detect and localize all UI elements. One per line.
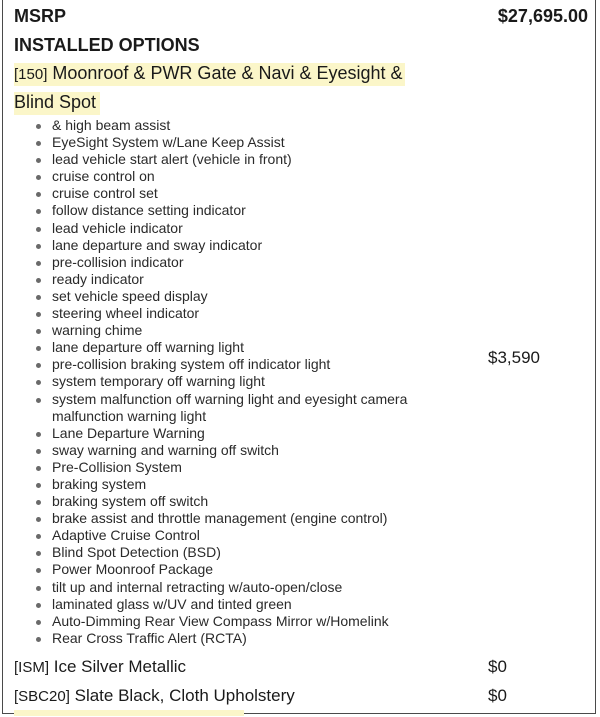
feature-item: Rear Cross Traffic Alert (RCTA) xyxy=(30,630,407,647)
option-name: Slate Black, Cloth Upholstery xyxy=(74,686,295,705)
package-code: [150] xyxy=(14,66,48,83)
option-price: $0 xyxy=(488,657,507,676)
feature-item: lead vehicle indicator xyxy=(30,220,407,237)
feature-item: Blind Spot Detection (BSD) xyxy=(30,544,407,561)
feature-item: ready indicator xyxy=(30,271,407,288)
feature-item: cruise control on xyxy=(30,168,407,185)
option-name: Ice Silver Metallic xyxy=(53,657,187,676)
feature-item: sway warning and warning off switch xyxy=(30,442,407,459)
option-row-exterior xyxy=(14,657,186,677)
package-title-continued xyxy=(14,92,100,115)
feature-item: Auto-Dimming Rear View Compass Mirror w/Homelink xyxy=(30,613,407,630)
feature-item: lane departure and sway indicator xyxy=(30,237,407,254)
package-title-line2: Blind Spot xyxy=(14,92,97,112)
installed-options-heading: INSTALLED OPTIONS xyxy=(14,35,200,55)
feature-item: Lane Departure Warning xyxy=(30,425,407,442)
option-code: [ISM] xyxy=(14,659,50,676)
option-price: $0 xyxy=(488,686,507,705)
feature-item: braking system xyxy=(30,476,407,493)
feature-item: cruise control set xyxy=(30,185,407,202)
msrp-price: $27,695.00 xyxy=(497,6,588,26)
cropped-highlight xyxy=(14,710,244,716)
option-row-interior xyxy=(14,686,295,706)
feature-item: lane departure off warning light xyxy=(30,339,407,356)
feature-item: braking system off switch xyxy=(30,493,407,510)
feature-item: follow distance setting indicator xyxy=(30,202,407,219)
package-price: $3,590 xyxy=(488,348,540,367)
feature-item: system temporary off warning light xyxy=(30,373,407,390)
package-feature-list xyxy=(30,117,407,647)
feature-item: pre-collision braking system off indicator light xyxy=(30,356,407,373)
feature-item: laminated glass w/UV and tinted green xyxy=(30,596,407,613)
feature-item: system malfunction off warning light and eyesight camera xyxy=(30,391,407,408)
feature-item: lead vehicle start alert (vehicle in front) xyxy=(30,151,407,168)
feature-item: warning chime xyxy=(30,322,407,339)
option-code: [SBC20] xyxy=(14,688,70,705)
feature-item: Power Moonroof Package xyxy=(30,561,407,578)
feature-item: Adaptive Cruise Control xyxy=(30,527,407,544)
feature-item: Pre-Collision System xyxy=(30,459,407,476)
feature-item: set vehicle speed display xyxy=(30,288,407,305)
feature-item: EyeSight System w/Lane Keep Assist xyxy=(30,134,407,151)
feature-item: & high beam assist xyxy=(30,117,407,134)
package-title xyxy=(14,63,405,86)
feature-item: steering wheel indicator xyxy=(30,305,407,322)
feature-item: tilt up and internal retracting w/auto-open/close xyxy=(30,579,407,596)
msrp-label: MSRP xyxy=(14,6,67,26)
feature-item: malfunction warning light xyxy=(52,407,207,424)
feature-item: pre-collision indicator xyxy=(30,254,407,271)
package-title-line1: Moonroof & PWR Gate & Navi & Eyesight & xyxy=(52,63,403,83)
feature-item: brake assist and throttle management (engine control) xyxy=(30,510,407,527)
